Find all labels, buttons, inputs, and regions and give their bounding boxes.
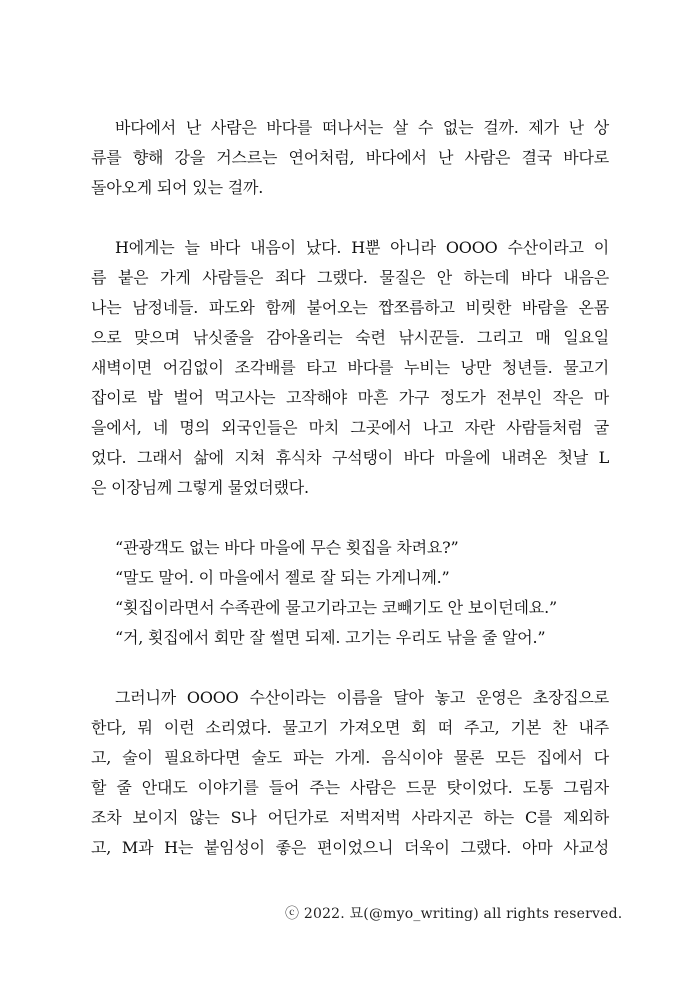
text-line: 조차 보이지 않는 S나 어딘가로 저벅저벅 사라지곤 하는 C를 제외하 [91,808,609,827]
text-line: 류를 향해 강을 거스르는 연어처럼, 바다에서 난 사람은 결국 바다로 [91,148,609,167]
document-body [91,113,609,863]
paragraph-spacer [91,203,609,233]
text-line: H에게는 늘 바다 내음이 났다. H뿐 아니라 OOOO 수산이라고 이 [115,238,609,257]
text-line: 그러니까 OOOO 수산이라는 이름을 달아 놓고 운영은 초장집으로 [115,688,609,707]
copyright-footer: ⓒ 2022. 묘(@myo_writing) all rights reserved. [285,906,623,922]
text-line: 할 줄 안대도 이야기를 들어 주는 사람은 드문 탓이었다. 도통 그림자 [91,778,609,797]
paragraph-4 [91,683,609,863]
text-line: 고, 술이 필요하다면 술도 파는 가게. 음식이야 물론 모든 집에서 다 [91,748,609,767]
paragraph-2 [91,233,609,503]
dialogue-line: “거, 횟집에서 회만 잘 썰면 되제. 고기는 우리도 낚을 줄 알어.” [115,628,546,647]
text-line: 바다에서 난 사람은 바다를 떠나서는 살 수 없는 걸까. 제가 난 상 [115,118,609,137]
text-line: 은 이장님께 그렇게 물었더랬다. [91,478,309,497]
text-line: 잡이로 밥 벌어 먹고사는 고작해야 마흔 가구 정도가 전부인 작은 마 [91,388,609,407]
paragraph-1 [91,113,609,203]
text-line: 나는 남정네들. 파도와 함께 불어오는 짭쪼름하고 비릿한 바람을 온몸 [91,298,609,317]
text-line: 한다, 뭐 이런 소리였다. 물고기 가져오면 회 떠 주고, 기본 찬 내주 [91,718,609,737]
paragraph-spacer [91,503,609,533]
paragraph-spacer [91,653,609,683]
text-line: 새벽이면 어김없이 조각배를 타고 바다를 누비는 낭만 청년들. 물고기 [91,358,609,377]
dialogue-block [91,533,609,653]
dialogue-line: “관광객도 없는 바다 마을에 무슨 횟집을 차려요?” [115,538,459,557]
text-line: 름 붙은 가게 사람들은 죄다 그랬다. 물질은 안 하는데 바다 내음은 [91,268,609,287]
text-line: 었다. 그래서 삶에 지쳐 휴식차 구석탱이 바다 마을에 내려온 첫날 L [91,448,609,467]
text-line: 돌아오게 되어 있는 걸까. [91,178,264,197]
dialogue-line: “횟집이라면서 수족관에 물고기라고는 코빼기도 안 보이던데요.” [115,598,557,617]
text-line: 을에서, 네 명의 외국인들은 마치 그곳에서 나고 자란 사람들처럼 굴 [91,418,609,437]
dialogue-line: “말도 말어. 이 마을에서 젤로 잘 되는 가게니께.” [115,568,450,587]
text-line: 으로 맞으며 낚싯줄을 감아올리는 숙련 낚시꾼들. 그리고 매 일요일 [91,328,609,347]
text-line: 고, M과 H는 붙임성이 좋은 편이었으니 더욱이 그랬다. 아마 사교성 [91,838,609,857]
